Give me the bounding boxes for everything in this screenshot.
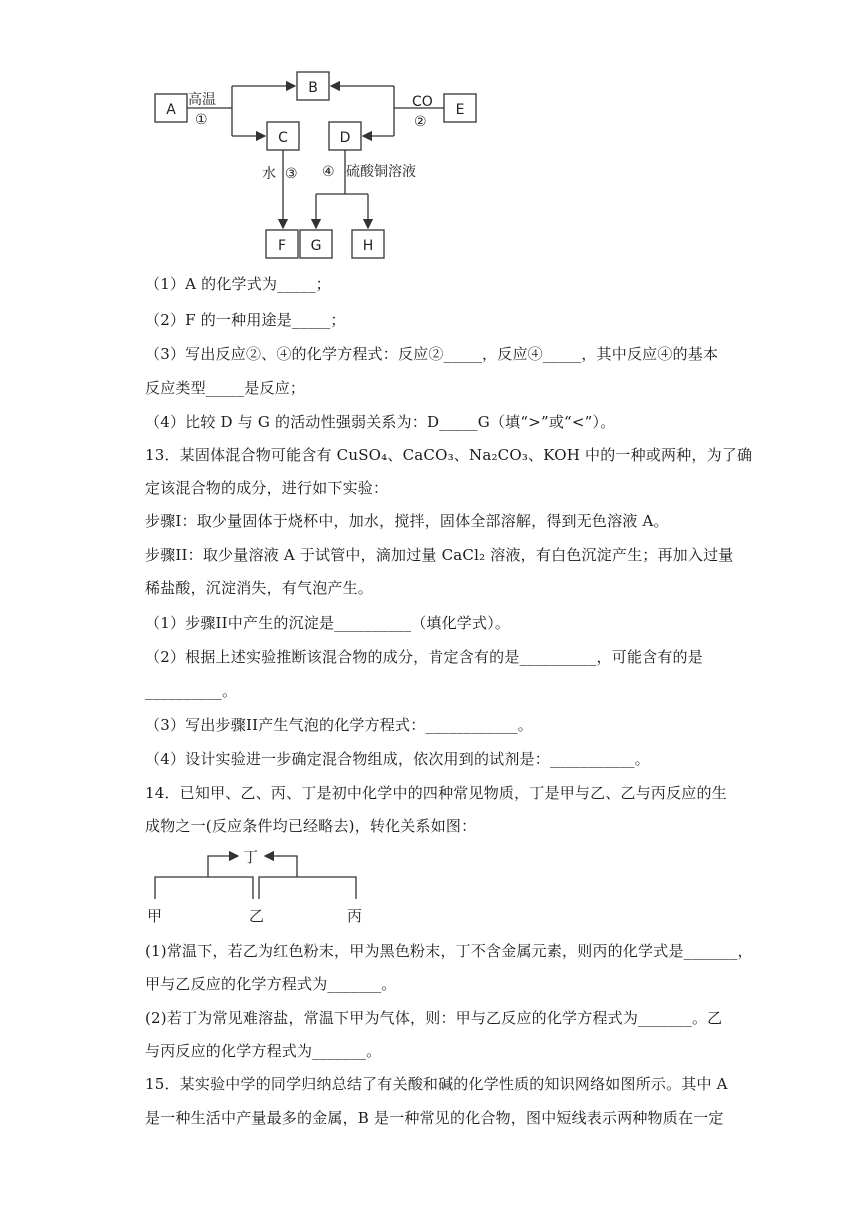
node-b-box <box>297 72 329 100</box>
reaction-flow-diagram <box>150 66 490 262</box>
q14-bracket-yi-bing <box>259 877 356 899</box>
node-a-box <box>155 94 187 122</box>
svg-text:B: B <box>308 80 318 96</box>
q12-part3-line1: （3）写出反应②、④的化学方程式：反应②_____，反应④_____，其中反应④的基本 <box>145 345 719 363</box>
q13-part4: （4）设计实验进一步确定混合物组成，依次用到的试剂是：___________。 <box>145 750 650 768</box>
q14-node-jia: 甲 <box>147 907 163 925</box>
svg-text:D: D <box>339 130 351 146</box>
q14-part2-line1: (2)若丁为常见难溶盐，常温下甲为气体，则：甲与乙反应的化学方程式为_______。乙 <box>145 1009 723 1027</box>
label-r4-reagent: 硫酸铜溶液 <box>346 164 416 180</box>
q12-part2: （2）F 的一种用途是_____； <box>145 311 346 329</box>
label-r1-condition: 高温 <box>188 92 216 108</box>
q14-part1-line1: (1)常温下，若乙为红色粉末，甲为黑色粉末，丁不含金属元素，则丙的化学式是_______， <box>145 942 753 960</box>
q12-part4: （4）比较 D 与 G 的活动性强弱关系为：D_____G（填“>”或“<”）。 <box>145 413 616 431</box>
label-r3-num: ③ <box>285 166 298 182</box>
q13-part2-line2: __________。 <box>145 682 238 700</box>
q14-stem-line2: 成物之一(反应条件均已经略去)，转化关系如图： <box>145 817 477 835</box>
node-d-box <box>329 122 361 150</box>
q13-stem-line1: 13．某固体混合物可能含有 CuSO₄、CaCO₃、Na₂CO₃、KOH 中的一种或两种，为了确 <box>145 446 753 464</box>
svg-text:H: H <box>362 238 374 254</box>
q12-part1: （1）A 的化学式为_____； <box>145 275 331 293</box>
q13-step2-line2: 稀盐酸，沉淀消失，有气泡产生。 <box>145 579 374 597</box>
q14-stem-line1: 14．已知甲、乙、丙、丁是初中化学中的四种常见物质，丁是甲与乙、乙与丙反应的生 <box>145 784 727 802</box>
node-h-box <box>352 230 384 258</box>
q14-arrow-left-to-ding <box>208 856 238 877</box>
svg-text:G: G <box>310 238 322 254</box>
q13-part3: （3）写出步骤II产生气泡的化学方程式：____________。 <box>145 716 533 734</box>
svg-text:E: E <box>455 102 465 118</box>
node-f-box <box>266 230 298 258</box>
q15-stem-line2: 是一种生活中产量最多的金属，B 是一种常见的化合物，图中短线表示两种物质在一定 <box>145 1109 724 1127</box>
label-r3-reagent: 水 <box>262 166 276 182</box>
label-r2-num: ② <box>414 114 427 130</box>
node-e-box <box>444 94 476 122</box>
q14-part2-line2: 与丙反应的化学方程式为_______。 <box>145 1042 382 1060</box>
q14-node-bing: 丙 <box>347 907 363 925</box>
q14-bracket-jia-yi <box>155 877 253 899</box>
label-r1-num: ① <box>195 112 208 128</box>
node-c-box <box>267 122 299 150</box>
q13-part2-line1: （2）根据上述实验推断该混合物的成分，肯定含有的是__________，可能含有的是 <box>145 648 703 666</box>
q13-step1: 步骤I：取少量固体于烧杯中，加水，搅拌，固体全部溶解，得到无色溶液 A。 <box>145 512 669 530</box>
q14-node-ding: 丁 <box>243 848 259 866</box>
label-r4-num: ④ <box>322 164 335 180</box>
q14-node-yi: 乙 <box>249 907 265 925</box>
q14-arrow-right-to-ding <box>265 856 297 877</box>
q14-part1-line2: 甲与乙反应的化学方程式为_______。 <box>145 975 397 993</box>
q13-part1: （1）步骤II中产生的沉淀是__________（填化学式）。 <box>145 614 511 632</box>
svg-text:A: A <box>166 102 176 118</box>
q13-step2-line1: 步骤II：取少量溶液 A 于试管中，滴加过量 CaCl₂ 溶液，有白色沉淀产生；再加入过量 <box>145 546 734 564</box>
q15-stem-line1: 15．某实验中学的同学归纳总结了有关酸和碱的化学性质的知识网络如图所示。其中 A <box>145 1075 728 1093</box>
q12-part3-line2: 反应类型_____是反应； <box>145 379 306 397</box>
svg-text:C: C <box>278 130 288 146</box>
svg-text:F: F <box>277 238 287 254</box>
label-r2-reagent: CO <box>412 94 433 110</box>
node-g-box <box>300 230 332 258</box>
q14-relation-diagram <box>145 843 385 927</box>
q13-stem-line2: 定该混合物的成分，进行如下实验： <box>145 479 389 497</box>
